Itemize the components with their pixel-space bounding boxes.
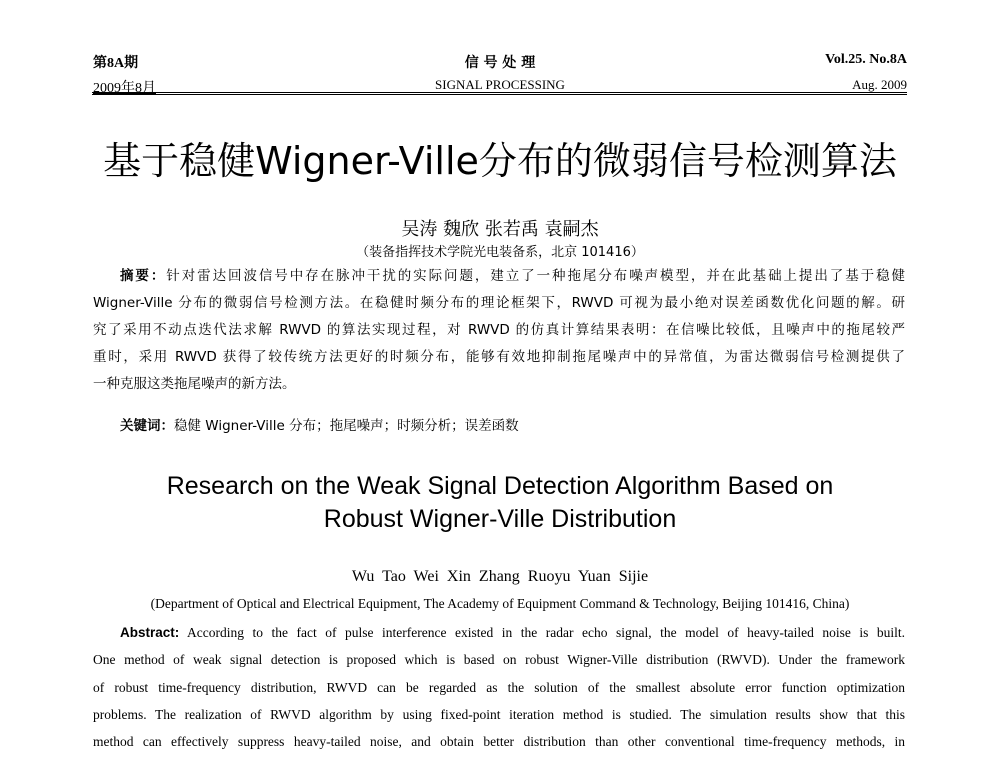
abstract-en-line: problems. The realization of RWVD algorithm by using fixed-point iteration method is studied. The simulation results show that this	[93, 707, 905, 722]
abstract-en-line: According to the fact of pulse interference existed in the radar echo signal, the model of heavy-tailed noise is built.	[187, 625, 905, 640]
abstract-cn-label: 摘要：	[120, 268, 167, 284]
abstract-en-line: One method of weak signal detection is proposed which is based on robust Wigner-Ville distribution (RWVD). Under the framework	[93, 652, 905, 667]
paper-title-cn: 基于稳健Wigner-Ville分布的微弱信号检测算法	[103, 139, 897, 183]
abstract-cn-line: 究了采用不动点迭代法求解 RWVD 的算法实现过程，对 RWVD 的仿真计算结果表明：在信噪比较低，且噪声中的拖尾较严	[93, 322, 905, 338]
volume: Vol.25. No.8A	[825, 52, 907, 67]
keywords-cn	[120, 416, 905, 436]
title-en-line: Research on the Weak Signal Detection Algorithm Based on	[166, 472, 834, 500]
paper-title-en	[0, 470, 1000, 536]
abstract-cn-line: 一种克服这类拖尾噪声的新方法。	[93, 376, 296, 392]
affiliation-cn: （装备指挥技术学院光电装备系，北京 101416）	[356, 245, 644, 260]
issue-number: 第8A期	[93, 56, 139, 71]
keywords-cn-label: 关键词：	[120, 418, 174, 434]
abstract-cn-line: Wigner-Ville 分布的微弱信号检测方法。在稳健时频分布的理论框架下，RWVD 可视为最小绝对误差函数优化问题的解。研	[93, 295, 905, 311]
authors-cn: 吴涛 魏欣 张若禹 袁嗣杰	[401, 219, 599, 240]
date-en: Aug. 2009	[852, 77, 907, 92]
journal-name-cn: 信 号 处 理	[464, 55, 536, 71]
title-en-line: Robust Wigner-Ville Distribution	[323, 505, 677, 533]
abstract-en-line: method can effectively suppress heavy-tailed noise, and obtain better distribution than other conventional time-frequency methods, in	[93, 734, 905, 749]
journal-name-en: SIGNAL PROCESSING	[435, 77, 565, 92]
abstract-cn-line: 针对雷达回波信号中存在脉冲干扰的实际问题，建立了一种拖尾分布噪声模型，并在此基础上提出了基于稳健	[166, 268, 906, 284]
header-rule	[92, 92, 907, 97]
abstract-en-line: of robust time-frequency distribution, RWVD can be regarded as the solution of the smallest absolute error function optimization	[93, 680, 905, 695]
abstract-cn-line: 重时，采用 RWVD 获得了较传统方法更好的时频分布，能够有效地抑制拖尾噪声中的异常值，为雷达微弱信号检测提供了	[93, 349, 905, 365]
abstract-en-label: Abstract:	[120, 625, 180, 640]
keywords-cn-text: 稳健 Wigner-Ville 分布；拖尾噪声；时频分析；误差函数	[174, 418, 519, 434]
issue-date: 2009年8月	[93, 81, 156, 96]
affiliation-en: (Department of Optical and Electrical Equipment, The Academy of Equipment Command & Technology, Beijing 101416, China)	[150, 596, 850, 611]
authors-en: Wu Tao Wei Xin Zhang Ruoyu Yuan Sijie	[351, 568, 649, 585]
